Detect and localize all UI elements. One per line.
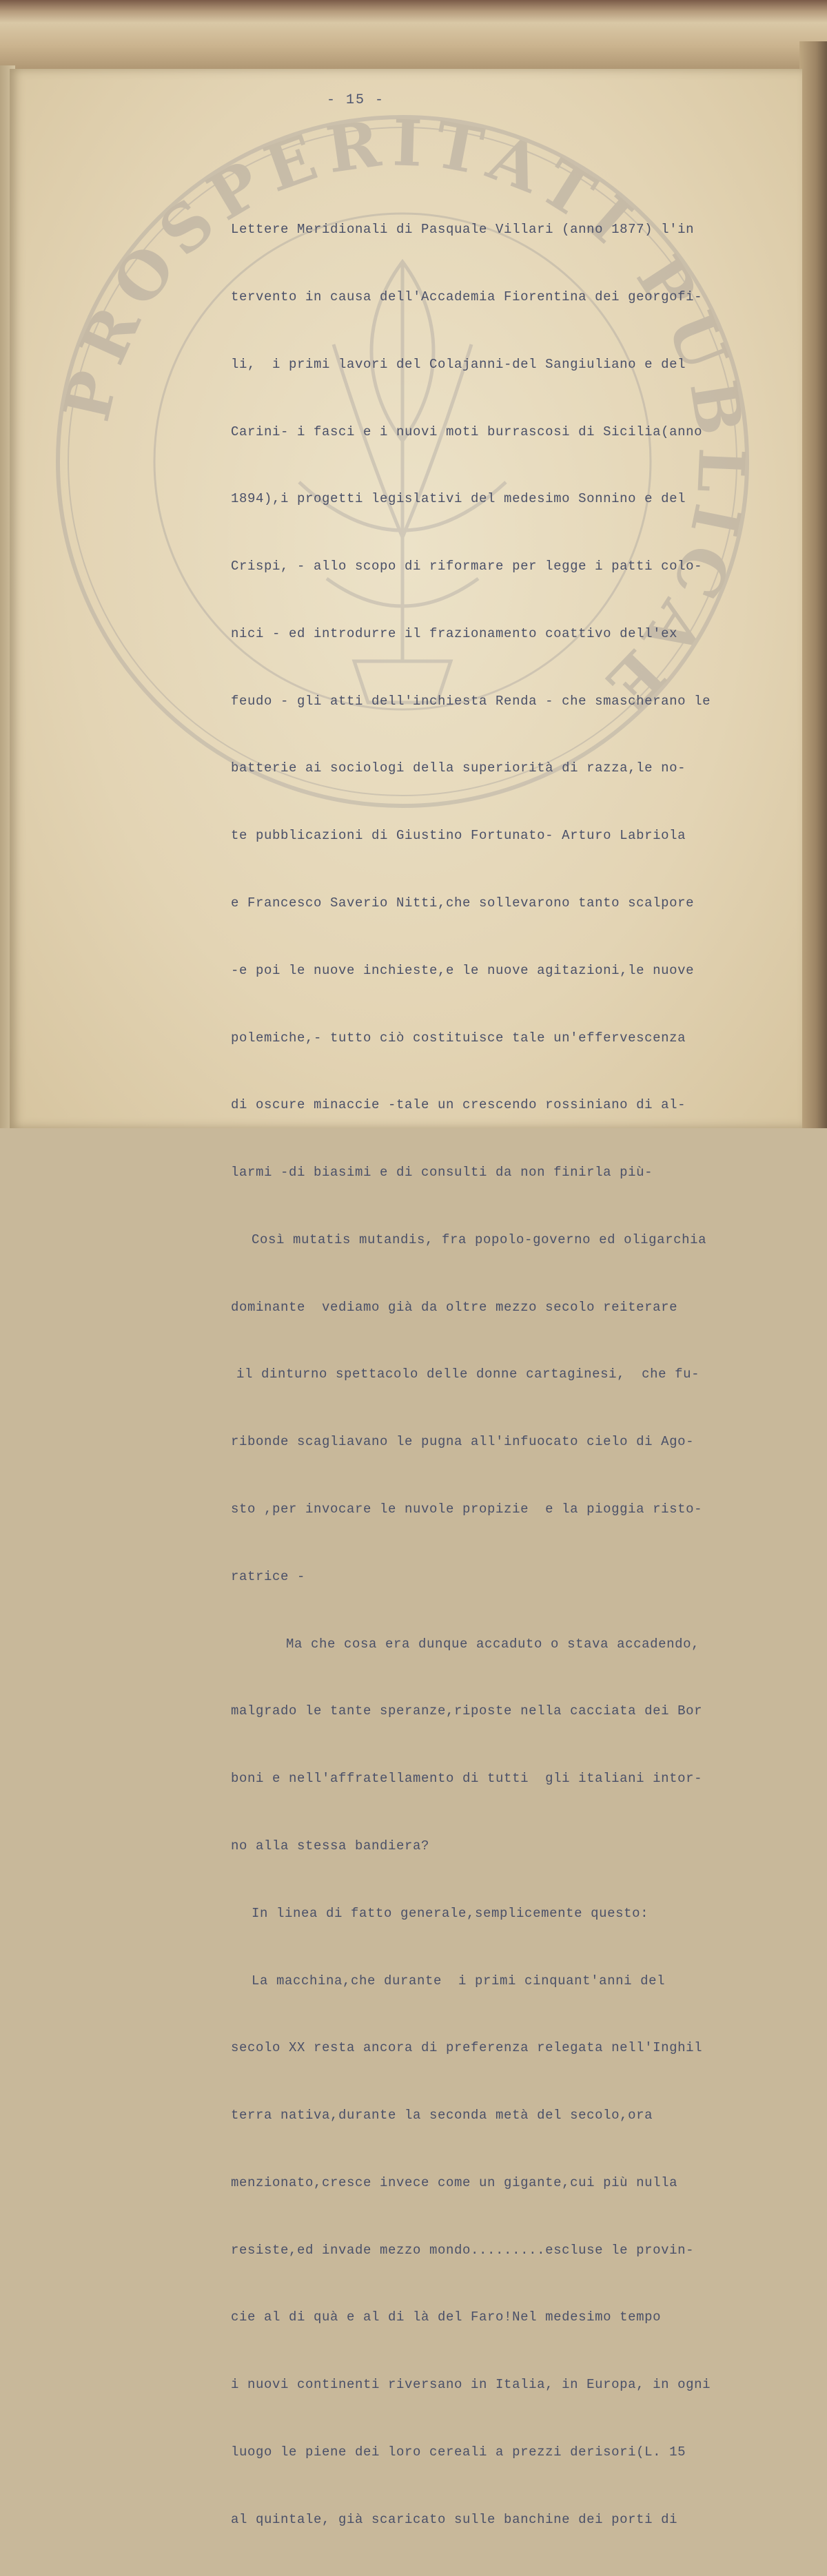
text-line: tervento in causa dell'Accademia Fiorentina dei georgofi-	[231, 289, 703, 304]
text-line: La macchina,che durante i primi cinquant'anni del	[252, 1973, 666, 1988]
text-line: ratrice -	[231, 1568, 306, 1584]
text-line: -e poi le nuove inchieste,e le nuove agitazioni,le nuove	[231, 962, 695, 978]
text-line: malgrado le tante speranze,riposte nella cacciata dei Bor	[231, 1703, 703, 1719]
text-line: li, i primi lavori del Colajanni-del Sangiuliano e del	[231, 356, 686, 372]
text-line: luogo le piene dei loro cereali a prezzi derisori(L. 15	[231, 2444, 686, 2460]
text-line: Crispi, - allo scopo di riformare per legge i patti colo-	[231, 559, 703, 574]
text-line: terra nativa,durante la seconda metà del secolo,ora	[231, 2108, 653, 2123]
text-line: Lettere Meridionali di Pasquale Villari (anno 1877) l'in	[231, 222, 695, 238]
book-top-edge	[0, 0, 827, 76]
text-line: Ma che cosa era dunque accaduto o stava accadendo,	[286, 1636, 700, 1652]
text-line: feudo - gli atti dell'inchiesta Renda - che smascherano le	[231, 693, 711, 709]
text-line: nici - ed introdurre il frazionamento coattivo dell'ex	[231, 625, 678, 641]
text-line: Carini- i fasci e i nuovi moti burrascosi di Sicilia(anno	[231, 424, 703, 439]
typewritten-text	[231, 174, 755, 2576]
text-line: al quintale, già scaricato sulle banchine dei porti di	[231, 2511, 678, 2527]
text-line: In linea di fatto generale,semplicemente questo:	[252, 1905, 649, 1921]
text-line: Così mutatis mutandis, fra popolo-governo ed oligarchia	[252, 1232, 707, 1247]
text-line: larmi -di biasimi e di consulti da non finirla più-	[231, 1165, 653, 1181]
text-line: boni e nell'affratellamento di tutti gli italiani intor-	[231, 1771, 703, 1787]
text-line: sto ,per invocare le nuvole propizie e la pioggia risto-	[231, 1502, 703, 1517]
text-line: e Francesco Saverio Nitti,che sollevarono tanto scalpore	[231, 895, 695, 911]
text-line: 1894),i progetti legislativi del medesimo Sonnino e del	[231, 491, 686, 507]
text-line: il dinturno spettacolo delle donne cartaginesi, che fu-	[236, 1367, 700, 1382]
text-line: batterie ai sociologi della superiorità di razza,le no-	[231, 760, 686, 776]
document-page	[10, 69, 802, 2527]
svg-text:PROSPERITATI PUBLICAE: PROSPERITATI PUBLICAE	[49, 105, 759, 729]
text-line: no alla stessa bandiera?	[231, 1838, 430, 1853]
book-right-edge	[799, 41, 827, 1128]
text-line: polemiche,- tutto ciò costituisce tale un'effervescenza	[231, 1030, 686, 1046]
text-line: secolo XX resta ancora di preferenza relegata nell'Inghil	[231, 2040, 703, 2056]
text-line: cie al di quà e al di là del Faro!Nel medesimo tempo	[231, 2309, 662, 2325]
text-line: dominante vediamo già da oltre mezzo secolo reiterare	[231, 1299, 678, 1315]
text-line: resiste,ed invade mezzo mondo.........escluse le provin-	[231, 2242, 695, 2258]
text-line: di oscure minaccie -tale un crescendo rossiniano di al-	[231, 1097, 686, 1113]
text-line: ribonde scagliavano le pugna all'infuocato cielo di Ago-	[231, 1434, 695, 1450]
text-line: i nuovi continenti riversano in Italia, in Europa, in ogni	[231, 2377, 711, 2393]
page-number: - 15 -	[327, 92, 385, 108]
text-line: menzionato,cresce invece come un gigante,cui più nulla	[231, 2174, 678, 2190]
text-line: te pubblicazioni di Giustino Fortunato- Arturo Labriola	[231, 828, 686, 844]
